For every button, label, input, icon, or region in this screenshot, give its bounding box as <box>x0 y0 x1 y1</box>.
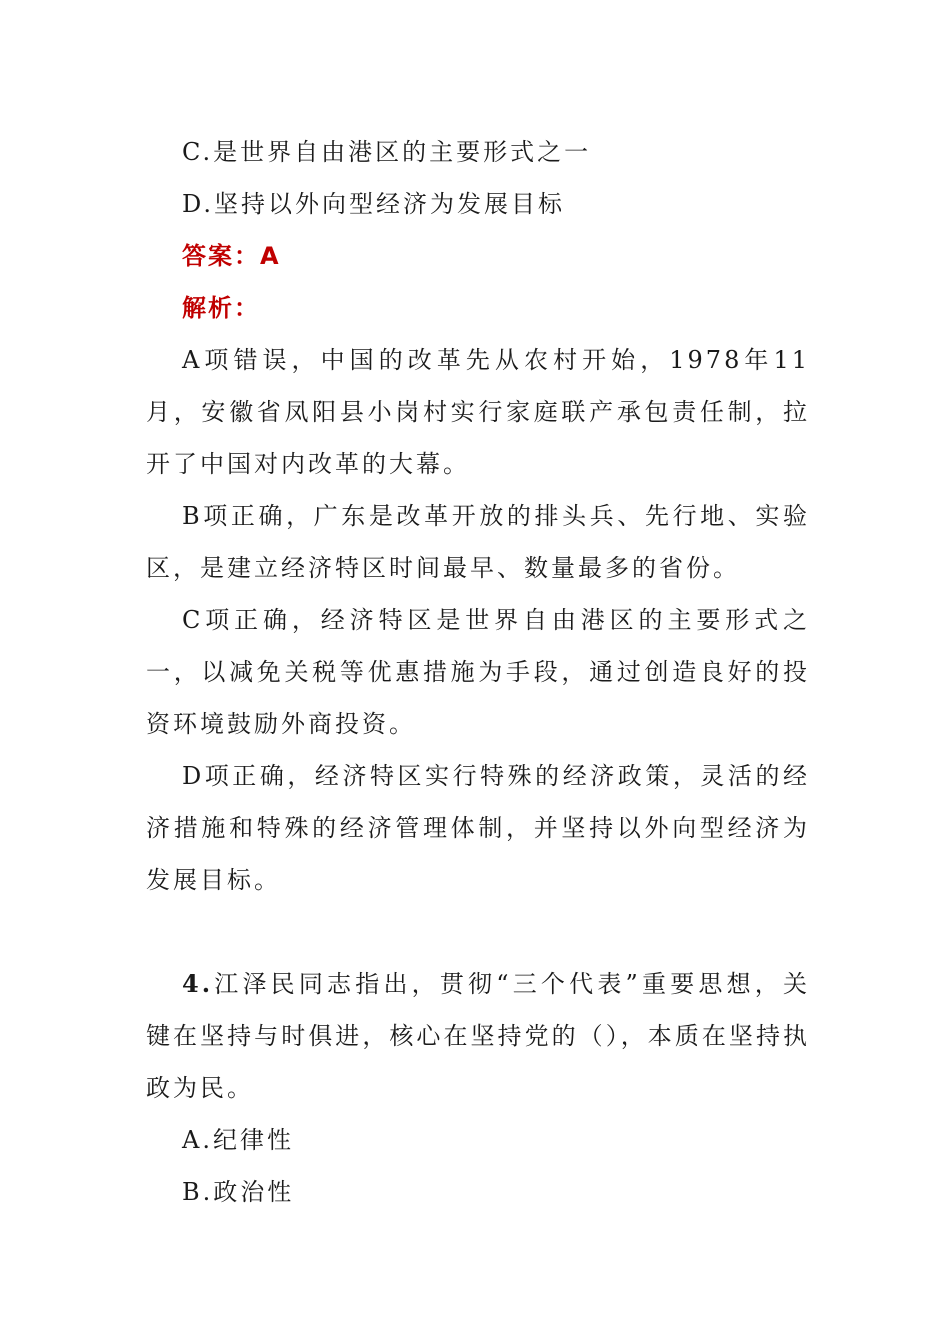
question-4-option-b: B.政治性 <box>182 1178 295 1206</box>
document-page <box>146 126 810 1218</box>
option-d: D.坚持以外向型经济为发展目标 <box>182 190 566 218</box>
analysis-paragraph-a: A项错误，中国的改革先从农村开始，1978年11月，安徽省凤阳县小岗村实行家庭联产承包责任制，拉开了中国对内改革的大幕。 <box>146 346 810 478</box>
section-spacer <box>146 906 810 958</box>
option-c: C.是世界自由港区的主要形式之一 <box>182 138 592 166</box>
question-4 <box>146 958 810 1114</box>
analysis-paragraph-b: B项正确，广东是改革开放的排头兵、先行地、实验区，是建立经济特区时间最早、数量最多的省份。 <box>146 502 810 582</box>
question-4-option-a: A.纪律性 <box>182 1126 294 1154</box>
question-text: 江泽民同志指出，贯彻“三个代表”重要思想，关键在坚持与时俱进，核心在坚持党的（），本质在坚持执政为民。 <box>146 970 810 1102</box>
question-number: 4. <box>182 969 214 998</box>
analysis-paragraph-c: C项正确，经济特区是世界自由港区的主要形式之一，以减免关税等优惠措施为手段，通过创造良好的投资环境鼓励外商投资。 <box>146 606 810 738</box>
analysis-label: 解析： <box>182 294 260 322</box>
analysis-paragraph-d: D项正确，经济特区实行特殊的经济政策，灵活的经济措施和特殊的经济管理体制，并坚持以外向型经济为发展目标。 <box>146 762 810 894</box>
answer-line: 答案：A <box>182 242 281 270</box>
